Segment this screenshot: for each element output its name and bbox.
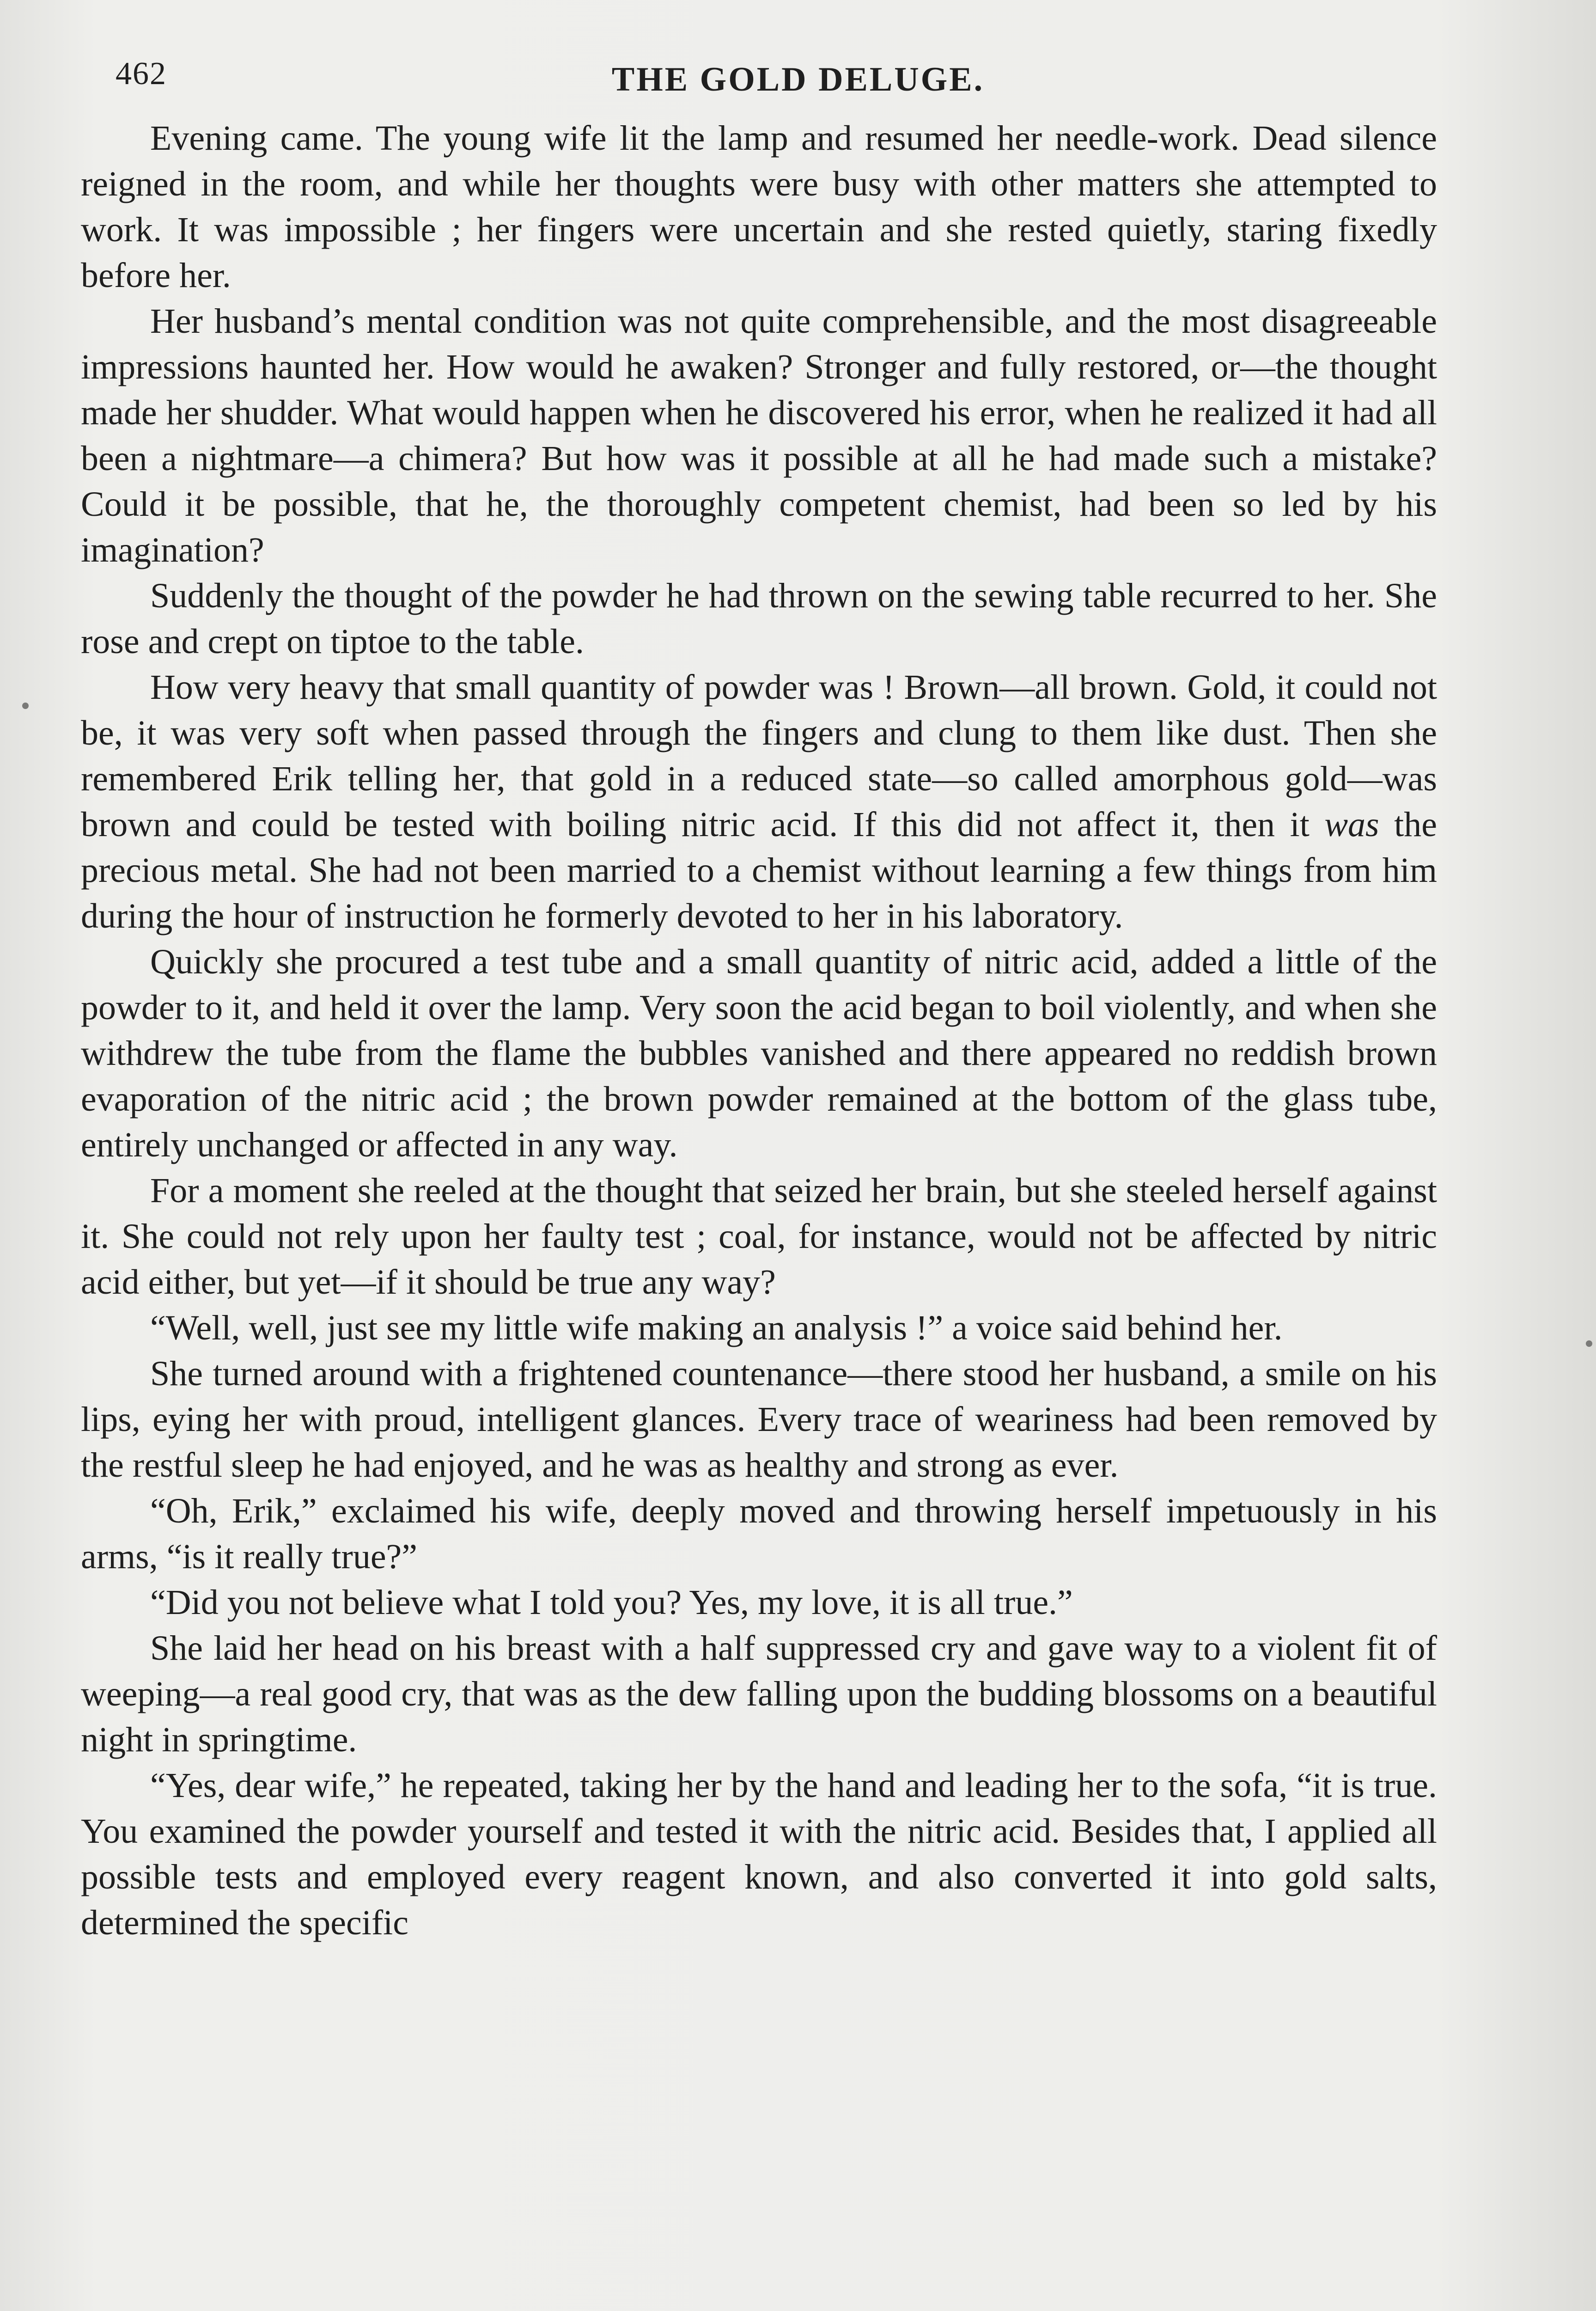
paragraph: Quickly she procured a test tube and a small quantity of nitric acid, added a little of the powder to it, and held it over the lamp. Very soon the acid began to boil violently, and when she withdrew the tube from the flame the bubbles vanished and there appeared no reddish brown evaporation of the nitric acid ; the brown powder remained at the bottom of the glass tube, entirely unchanged or affected in any way.: [81, 942, 1437, 1164]
running-title: THE GOLD DELUGE.: [611, 61, 985, 98]
story-text: [81, 116, 1437, 1946]
paragraph: “Well, well, just see my little wife making an analysis !” a voice said behind her.: [150, 1308, 1283, 1347]
scan-speck: [22, 703, 29, 709]
scan-speck: [1586, 1340, 1592, 1347]
paragraph: “Oh, Erik,” exclaimed his wife, deeply moved and throwing herself impetuously in his arms, “is it really true?”: [81, 1492, 1437, 1576]
emphasized-word: was: [1324, 805, 1379, 844]
paragraph: Her husband’s mental condition was not quite comprehensible, and the most disagreeable impressions haunted her. How would he awaken? Stronger and fully restored, or—the thought made her shudder. What would happen when he discovered his error, when he realized it had all been a nightmare—a chimera? But how was it possible at all he had made such a mistake? Could it be possible, that he, the thoroughly competent chemist, had been so led by his imagination?: [81, 302, 1437, 569]
paragraph: She laid her head on his breast with a half suppressed cry and gave way to a violent fit of weeping—a real good cry, that was as the dew falling upon the budding blossoms on a beautiful night in springtime.: [81, 1629, 1437, 1759]
page-header: [0, 55, 1596, 111]
page-number: 462: [116, 56, 167, 92]
paragraph: She turned around with a frightened countenance—there stood her husband, a smile on his lips, eying her with proud, intelligent glances. Every trace of weariness had been removed by the restful sleep he had enjoyed, and he was as healthy and strong as ever.: [81, 1354, 1437, 1485]
paragraph: Suddenly the thought of the powder he had thrown on the sewing table recurred to her. She rose and crept on tiptoe to the table.: [81, 576, 1437, 661]
paragraph: “Yes, dear wife,” he repeated, taking her by the hand and leading her to the sofa, “it is true. You examined the powder yourself and tested it with the nitric acid. Besides that, I applied all possible tests and employed every reagent known, and also converted it into gold salts, determined the specific: [81, 1766, 1437, 1942]
paragraph: “Did you not believe what I told you? Yes, my love, it is all true.”: [150, 1583, 1073, 1622]
paragraph: Evening came. The young wife lit the lamp and resumed her needle-work. Dead silence reigned in the room, and while her thoughts were busy with other matters she attempted to work. It was impossible ; her fingers were uncertain and she rested quietly, staring fixedly before her.: [81, 119, 1437, 295]
paragraph: For a moment she reeled at the thought that seized her brain, but she steeled herself against it. She could not rely upon her faulty test ; coal, for instance, would not be affected by nitric acid either, but yet—if it should be true any way?: [81, 1171, 1437, 1302]
paragraph: How very heavy that small quantity of powder was ! Brown—all brown. Gold, it could not be, it was very soft when passed through the fingers and clung to them like dust. Then she remembered Erik telling her, that gold in a reduced state—so called amorphous gold—was brown and could be tested with boiling nitric acid. If this did not affect it, then it was the precious metal. She had not been married to a chemist without learning a few things from him during the hour of instruction he formerly devoted to her in his laboratory.: [81, 668, 1437, 935]
